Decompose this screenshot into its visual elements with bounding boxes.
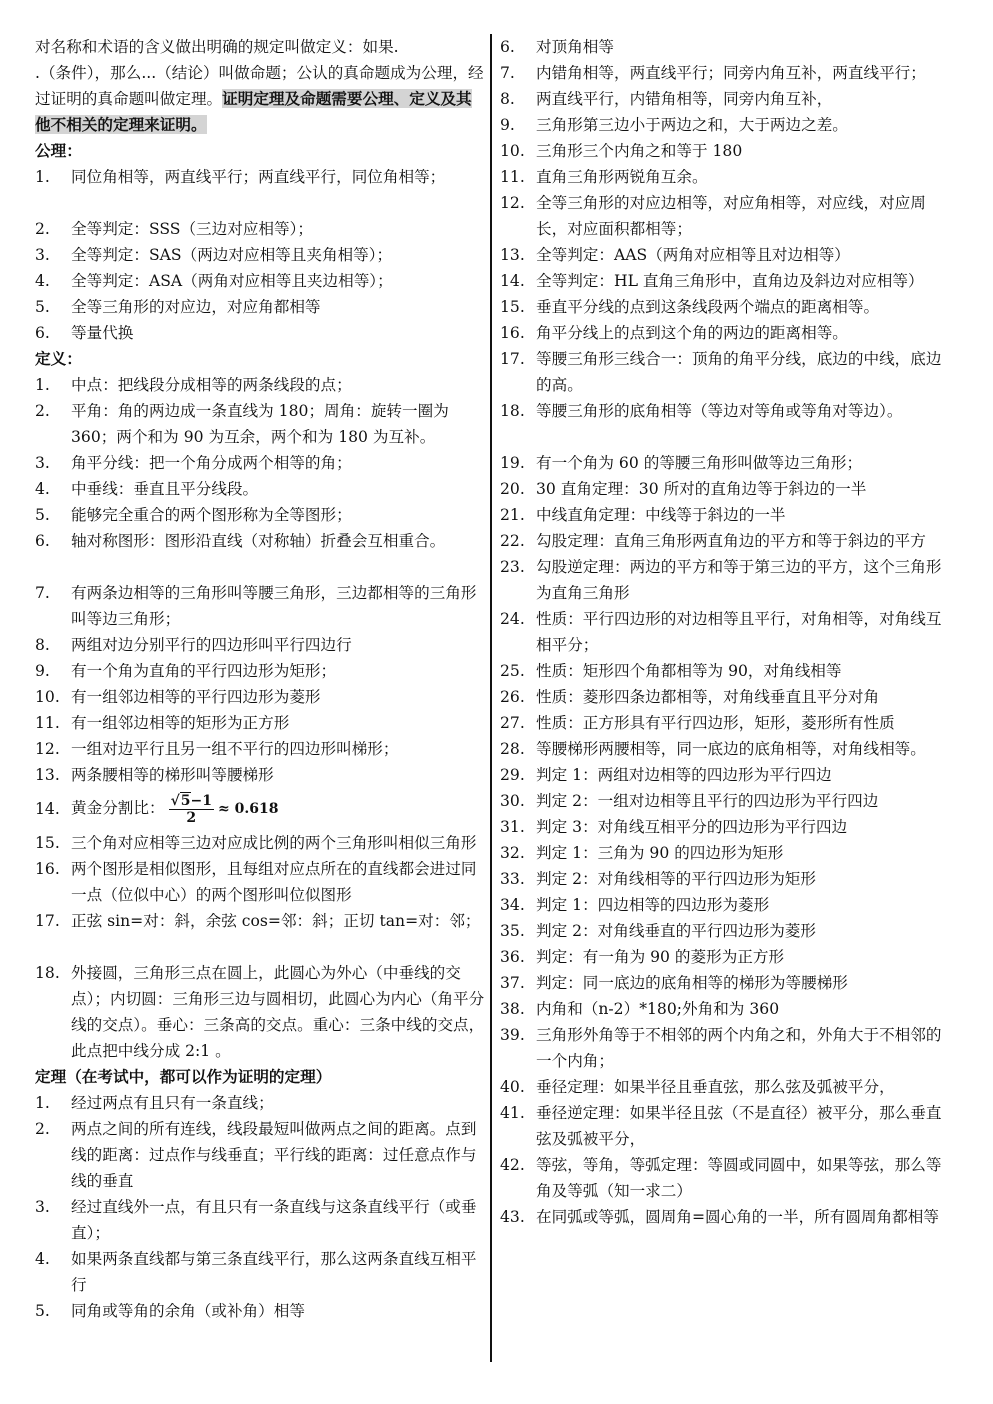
item-number: 25. bbox=[500, 662, 525, 680]
list-item bbox=[500, 190, 955, 242]
list-item bbox=[500, 736, 955, 762]
item-text: 有一个角为 60 的等腰三角形叫做等边三角形； bbox=[536, 454, 863, 472]
item-number: 33. bbox=[500, 870, 525, 888]
item-text: 三角形第三边小于两边之和，大于两边之差。 bbox=[536, 116, 848, 134]
list-item bbox=[500, 554, 955, 606]
item-number: 27. bbox=[500, 714, 525, 732]
item-text: 角平分线：把一个角分成两个相等的角； bbox=[71, 454, 352, 472]
item-number: 34. bbox=[500, 896, 525, 914]
list-item bbox=[35, 528, 485, 554]
item-text: 直角三角形两锐角互余。 bbox=[536, 168, 708, 186]
item-number: 7. bbox=[35, 584, 50, 602]
list-item bbox=[500, 658, 955, 684]
item-number: 43. bbox=[500, 1208, 525, 1226]
item-text: 等腰三角形的底角相等（等边对等角或等角对等边）。 bbox=[536, 402, 903, 420]
item-text: 勾股逆定理：两边的平方和等于第三边的平方，这个三角形为直角三角形 bbox=[536, 558, 942, 602]
item-number: 8. bbox=[500, 90, 515, 108]
item-text: 判定 2：对角线垂直的平行四边形为菱形 bbox=[536, 922, 816, 940]
item-text: 正弦 sin=对：斜，余弦 cos=邻：斜；正切 tan=对：邻； bbox=[71, 912, 481, 930]
item-text: 有一组邻边相等的平行四边形为菱形 bbox=[71, 688, 321, 706]
item-number: 29. bbox=[500, 766, 525, 784]
item-text: 全等三角形的对应边，对应角都相等 bbox=[71, 298, 321, 316]
item-number: 11. bbox=[35, 714, 60, 732]
spacer bbox=[35, 554, 485, 580]
list-item bbox=[35, 242, 485, 268]
item-number: 5. bbox=[35, 1302, 50, 1320]
list-item bbox=[35, 398, 485, 450]
item-number: 6. bbox=[35, 532, 50, 550]
fraction-denominator: 2 bbox=[186, 810, 197, 826]
list-item bbox=[35, 268, 485, 294]
item-number: 39. bbox=[500, 1026, 525, 1044]
list-item bbox=[35, 164, 485, 190]
list-item bbox=[500, 996, 955, 1022]
item-text: 中点：把线段分成相等的两条线段的点； bbox=[71, 376, 352, 394]
item-number: 32. bbox=[500, 844, 525, 862]
sqrt-radicand: 5 bbox=[180, 793, 191, 809]
list-item bbox=[500, 788, 955, 814]
list-item bbox=[500, 242, 955, 268]
item-text: 全等判定：SSS（三边对应相等）； bbox=[71, 220, 314, 238]
definitions-heading: 定义： bbox=[35, 349, 82, 368]
item-number: 21. bbox=[500, 506, 525, 524]
list-item bbox=[35, 580, 485, 632]
item-number: 37. bbox=[500, 974, 525, 992]
theorems-list-continued bbox=[500, 34, 955, 1230]
right-column bbox=[500, 34, 955, 1230]
item-text: 对顶角相等 bbox=[536, 38, 614, 56]
list-item bbox=[500, 684, 955, 710]
item-text: 如果两条直线都与第三条直线平行，那么这两条直线互相平行 bbox=[71, 1250, 477, 1294]
item-text: 全等判定：ASA（两角对应相等且夹边相等）； bbox=[71, 272, 393, 290]
list-item bbox=[500, 918, 955, 944]
list-item bbox=[500, 1022, 955, 1074]
list-item bbox=[35, 908, 485, 934]
list-item bbox=[500, 450, 955, 476]
item-number: 5. bbox=[35, 506, 50, 524]
item-number: 28. bbox=[500, 740, 525, 758]
item-number: 4. bbox=[35, 272, 50, 290]
list-item bbox=[500, 112, 955, 138]
list-item bbox=[35, 684, 485, 710]
item-number: 14. bbox=[35, 800, 60, 818]
definitions-list bbox=[35, 372, 485, 1064]
item-number: 14. bbox=[500, 272, 525, 290]
item-number: 41. bbox=[500, 1104, 525, 1122]
list-item bbox=[500, 710, 955, 736]
list-item bbox=[500, 944, 955, 970]
item-number: 5. bbox=[35, 298, 50, 316]
item-number: 18. bbox=[35, 964, 60, 982]
item-number: 10. bbox=[35, 688, 60, 706]
list-item bbox=[35, 320, 485, 346]
list-item bbox=[35, 1298, 485, 1324]
item-text: 判定 2：一组对边相等且平行的四边形为平行四边 bbox=[536, 792, 879, 810]
item-text: 内错角相等，两直线平行；同旁内角互补，两直线平行； bbox=[536, 64, 926, 82]
item-number: 12. bbox=[35, 740, 60, 758]
list-item bbox=[35, 1090, 485, 1116]
list-item bbox=[500, 398, 955, 424]
intro-paragraph bbox=[35, 34, 485, 138]
list-item bbox=[35, 856, 485, 908]
theorems-heading: 定理（在考试中，都可以作为证明的定理） bbox=[35, 1067, 332, 1086]
item-text: 全等判定：AAS（两角对应相等且对边相等） bbox=[536, 246, 850, 264]
list-item bbox=[500, 1074, 955, 1100]
list-item bbox=[35, 450, 485, 476]
item-number: 40. bbox=[500, 1078, 525, 1096]
list-item bbox=[500, 164, 955, 190]
item-text: 等弦，等角，等弧定理：等圆或同圆中，如果等弦，那么等角及等弧（知一求二） bbox=[536, 1156, 942, 1200]
list-item bbox=[500, 320, 955, 346]
list-item bbox=[500, 346, 955, 398]
item-number: 6. bbox=[35, 324, 50, 342]
list-item bbox=[500, 476, 955, 502]
list-item bbox=[35, 658, 485, 684]
item-text: 三角形三个内角之和等于 180 bbox=[536, 142, 743, 160]
axioms-heading: 公理： bbox=[35, 141, 82, 160]
item-text: 中线直角定理：中线等于斜边的一半 bbox=[536, 506, 786, 524]
item-text: 在同弧或等弧，圆周角=圆心角的一半，所有圆周角都相等 bbox=[536, 1208, 939, 1226]
item-number: 3. bbox=[35, 454, 50, 472]
item-number: 2. bbox=[35, 220, 50, 238]
list-item bbox=[500, 268, 955, 294]
item-number: 8. bbox=[35, 636, 50, 654]
item-number: 1. bbox=[35, 376, 50, 394]
item-number: 9. bbox=[500, 116, 515, 134]
item-text: 性质：正方形具有平行四边形，矩形，菱形所有性质 bbox=[536, 714, 895, 732]
list-item bbox=[35, 632, 485, 658]
item-text: 等腰三角形三线合一：顶角的角平分线，底边的中线，底边的高。 bbox=[536, 350, 942, 394]
item-text: 垂直平分线的点到这条线段两个端点的距离相等。 bbox=[536, 298, 880, 316]
list-item bbox=[500, 970, 955, 996]
item-text: 平角：角的两边成一条直线为 180；周角：旋转一圈为 360；两个和为 90 为互余，两个和为 180 为互补。 bbox=[71, 402, 449, 446]
item-number: 22. bbox=[500, 532, 525, 550]
item-number: 16. bbox=[35, 860, 60, 878]
item-text: 有一组邻边相等的矩形为正方形 bbox=[71, 714, 290, 732]
item-number: 26. bbox=[500, 688, 525, 706]
item-text: 判定：有一角为 90 的菱形为正方形 bbox=[536, 948, 785, 966]
list-item bbox=[500, 814, 955, 840]
item-number: 4. bbox=[35, 480, 50, 498]
item-text: 判定 1：两组对边相等的四边形为平行四边 bbox=[536, 766, 832, 784]
spacer bbox=[35, 934, 485, 960]
item-number: 17. bbox=[500, 350, 525, 368]
item-number: 13. bbox=[500, 246, 525, 264]
list-item bbox=[35, 736, 485, 762]
item-text: 轴对称图形：图形沿直线（对称轴）折叠会互相重合。 bbox=[71, 532, 446, 550]
list-item bbox=[35, 294, 485, 320]
list-item bbox=[500, 528, 955, 554]
list-item bbox=[35, 710, 485, 736]
item-number: 6. bbox=[500, 38, 515, 56]
item-text: 经过直线外一点，有且只有一条直线与这条直线平行（或垂直）； bbox=[71, 1198, 477, 1242]
item-number: 9. bbox=[35, 662, 50, 680]
item-text: 等量代换 bbox=[71, 324, 134, 342]
item-number: 1. bbox=[35, 1094, 50, 1112]
list-item bbox=[35, 762, 485, 788]
list-item bbox=[35, 1116, 485, 1194]
item-text: 两点之间的所有连线，线段最短叫做两点之间的距离。点到线的距离：过点作与线垂直；平行线的距离：过任意点作与线的垂直 bbox=[71, 1120, 477, 1190]
list-item bbox=[35, 476, 485, 502]
golden-ratio-fraction bbox=[169, 792, 214, 826]
item-text: 经过两点有且只有一条直线； bbox=[71, 1094, 274, 1112]
item-text: 同角或等角的余角（或补角）相等 bbox=[71, 1302, 305, 1320]
item-text: 垂径定理：如果半径且垂直弦，那么弦及弧被平分， bbox=[536, 1078, 895, 1096]
golden-ratio-label: 黄金分割比： bbox=[71, 799, 165, 817]
list-item bbox=[35, 216, 485, 242]
item-text: 三角形外角等于不相邻的两个内角之和，外角大于不相邻的一个内角； bbox=[536, 1026, 942, 1070]
list-item bbox=[500, 34, 955, 60]
column-divider bbox=[490, 34, 492, 1362]
item-text: 两组对边分别平行的四边形叫平行四边行 bbox=[71, 636, 352, 654]
list-item bbox=[500, 1100, 955, 1152]
item-text: 判定 1：四边相等的四边形为菱形 bbox=[536, 896, 770, 914]
item-text: 性质：矩形四个角都相等为 90，对角线相等 bbox=[536, 662, 842, 680]
spacer bbox=[35, 190, 485, 216]
list-item bbox=[500, 840, 955, 866]
item-number: 31. bbox=[500, 818, 525, 836]
item-text: 判定 2：对角线相等的平行四边形为矩形 bbox=[536, 870, 816, 888]
spacer bbox=[500, 424, 955, 450]
item-number: 7. bbox=[500, 64, 515, 82]
list-item bbox=[500, 606, 955, 658]
item-text: 外接圆，三角形三点在圆上，此圆心为外心（中垂线的交点）；内切圆：三角形三边与圆相切，此圆心为内心（角平分线的交点）。垂心：三条高的交点。重心：三条中线的交点，此点把中线分成 2:1 。 bbox=[71, 964, 485, 1060]
item-text: 同位角相等，两直线平行；两直线平行，同位角相等； bbox=[71, 168, 446, 186]
item-number: 4. bbox=[35, 1250, 50, 1268]
item-text: 内角和（n-2）*180;外角和为 360 bbox=[536, 1000, 780, 1018]
item-number: 24. bbox=[500, 610, 525, 628]
list-item bbox=[500, 502, 955, 528]
list-item bbox=[35, 830, 485, 856]
item-text bbox=[71, 792, 485, 826]
item-number: 38. bbox=[500, 1000, 525, 1018]
item-text: 两条腰相等的梯形叫等腰梯形 bbox=[71, 766, 274, 784]
numerator-minus: −1 bbox=[190, 793, 213, 809]
item-text: 两个图形是相似图形，且每组对应点所在的直线都会进过同一点（位似中心）的两个图形叫位似图形 bbox=[71, 860, 477, 904]
item-number: 3. bbox=[35, 1198, 50, 1216]
item-number: 18. bbox=[500, 402, 525, 420]
item-number: 15. bbox=[500, 298, 525, 316]
item-text: 判定 1：三角为 90 的四边形为矩形 bbox=[536, 844, 784, 862]
list-item bbox=[500, 1152, 955, 1204]
item-number: 10. bbox=[500, 142, 525, 160]
item-number: 20. bbox=[500, 480, 525, 498]
item-text: 判定 3：对角线互相平分的四边形为平行四边 bbox=[536, 818, 848, 836]
item-text: 等腰梯形两腰相等，同一底边的底角相等，对角线相等。 bbox=[536, 740, 926, 758]
item-text: 垂径逆定理：如果半径且弦（不是直径）被平分，那么垂直弦及弧被平分， bbox=[536, 1104, 942, 1148]
item-text: 角平分线上的点到这个角的两边的距离相等。 bbox=[536, 324, 848, 342]
item-text: 有两条边相等的三角形叫等腰三角形，三边都相等的三角形叫等边三角形； bbox=[71, 584, 477, 628]
item-text: 性质：平行四边形的对边相等且平行，对角相等，对角线互相平分； bbox=[536, 610, 942, 654]
item-number: 2. bbox=[35, 1120, 50, 1138]
item-number: 16. bbox=[500, 324, 525, 342]
list-item-golden-ratio bbox=[35, 788, 485, 830]
item-text: 三个角对应相等三边对应成比例的两个三角形叫相似三角形 bbox=[71, 834, 477, 852]
list-item bbox=[35, 372, 485, 398]
item-number: 42. bbox=[500, 1156, 525, 1174]
list-item bbox=[500, 892, 955, 918]
list-item bbox=[500, 138, 955, 164]
list-item bbox=[500, 1204, 955, 1230]
golden-ratio-approx: ≈ 0.618 bbox=[218, 801, 279, 817]
item-text: 勾股定理：直角三角形两直角边的平方和等于斜边的平方 bbox=[536, 532, 926, 550]
item-number: 11. bbox=[500, 168, 525, 186]
intro-text-2: .（条件），那么...（结论）叫做命题；公认的真命题成为公理，经过证明的真命题叫做定理。 bbox=[35, 64, 484, 108]
item-number: 12. bbox=[500, 194, 525, 212]
item-text: 30 直角定理：30 所对的直角边等于斜边的一半 bbox=[536, 480, 867, 498]
item-text: 能够完全重合的两个图形称为全等图形； bbox=[71, 506, 352, 524]
item-number: 23. bbox=[500, 558, 525, 576]
list-item bbox=[35, 1246, 485, 1298]
list-item bbox=[500, 762, 955, 788]
item-number: 15. bbox=[35, 834, 60, 852]
item-number: 30. bbox=[500, 792, 525, 810]
item-number: 35. bbox=[500, 922, 525, 940]
item-text: 两直线平行，内错角相等，同旁内角互补， bbox=[536, 90, 833, 108]
item-number: 1. bbox=[35, 168, 50, 186]
list-item bbox=[35, 1194, 485, 1246]
item-number: 2. bbox=[35, 402, 50, 420]
item-number: 36. bbox=[500, 948, 525, 966]
item-text: 一组对边平行且另一组不平行的四边形叫梯形； bbox=[71, 740, 399, 758]
item-number: 13. bbox=[35, 766, 60, 784]
item-number: 19. bbox=[500, 454, 525, 472]
list-item bbox=[35, 502, 485, 528]
item-text: 中垂线：垂直且平分线段。 bbox=[71, 480, 259, 498]
list-item bbox=[35, 960, 485, 1064]
item-text: 判定：同一底边的底角相等的梯形为等腰梯形 bbox=[536, 974, 848, 992]
item-text: 全等判定：SAS（两边对应相等且夹角相等）； bbox=[71, 246, 393, 264]
item-text: 性质：菱形四条边都相等，对角线垂直且平分对角 bbox=[536, 688, 880, 706]
axioms-list bbox=[35, 164, 485, 346]
item-text: 有一个角为直角的平行四边形为矩形； bbox=[71, 662, 337, 680]
list-item bbox=[500, 60, 955, 86]
item-number: 17. bbox=[35, 912, 60, 930]
item-text: 全等判定：HL 直角三角形中，直角边及斜边对应相等） bbox=[536, 272, 924, 290]
intro-highlight: 证明定理及命题需要公理、定义及其他不相关的定理来证明。 bbox=[35, 89, 472, 134]
intro-text-1: 对名称和术语的含义做出明确的规定叫做定义：如果. bbox=[35, 38, 399, 56]
item-text: 全等三角形的对应边相等，对应角相等，对应线，对应周长，对应面积都相等； bbox=[536, 194, 926, 238]
list-item bbox=[500, 866, 955, 892]
list-item bbox=[500, 294, 955, 320]
list-item bbox=[500, 86, 955, 112]
item-number: 3. bbox=[35, 246, 50, 264]
theorems-list bbox=[35, 1090, 485, 1324]
left-column bbox=[35, 34, 485, 1324]
fraction-numerator: √5−1 bbox=[170, 793, 213, 809]
